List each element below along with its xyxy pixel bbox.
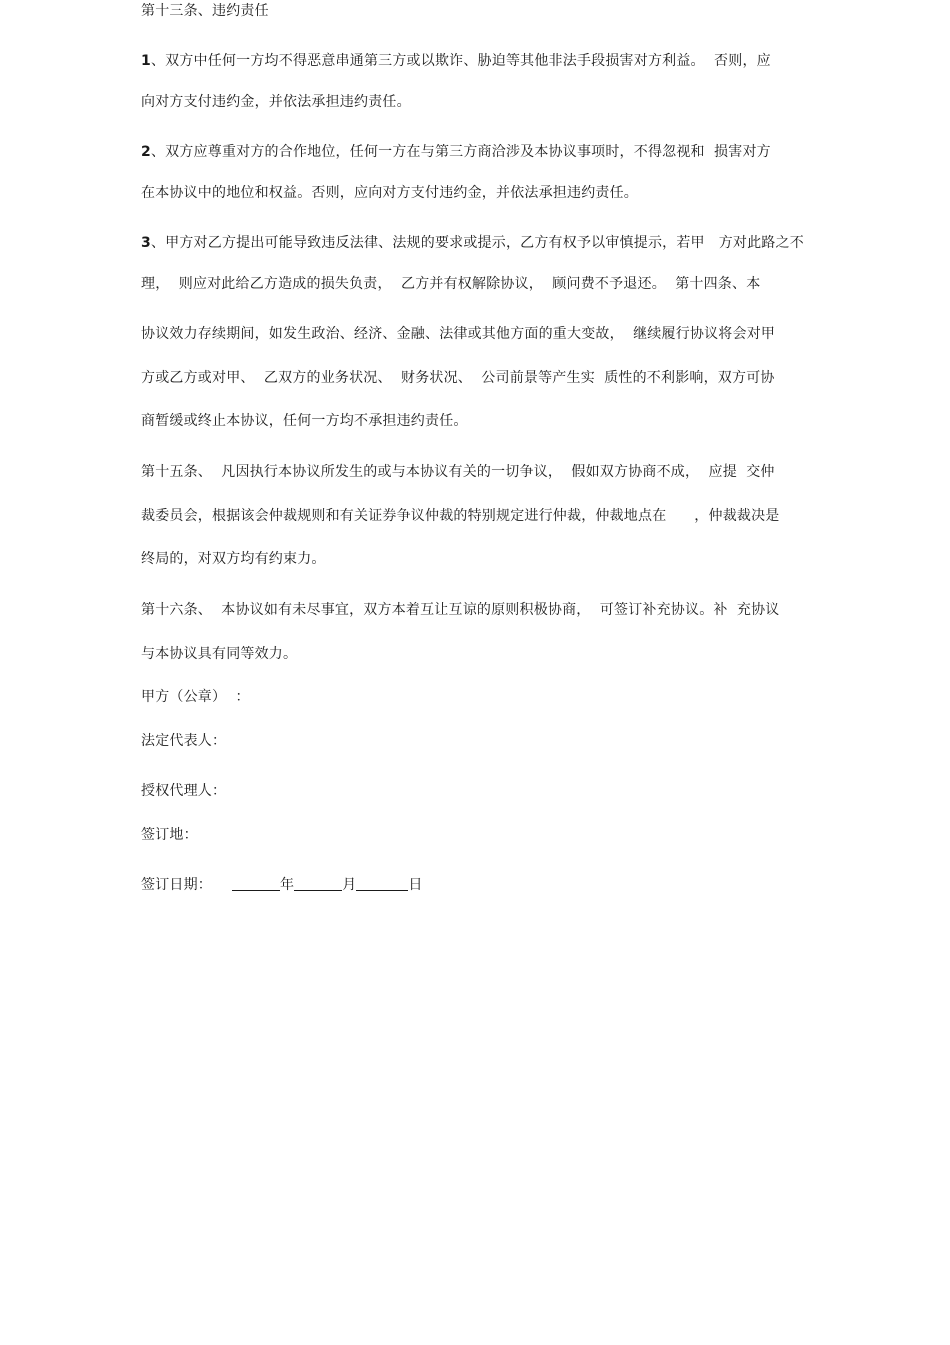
month-blank[interactable] [294, 876, 342, 891]
clause-2-number: 2 [141, 144, 151, 160]
article-13-heading: 第十三条、违约责任 [141, 3, 269, 19]
clause-1-text-1: 、双方中任何一方均不得恶意串通第三方或以欺诈、胁迫等其他非法手段损害对方利益。 否则，应 [150, 53, 771, 69]
article-16-line-2: 与本协议具有同等效力。 [141, 646, 298, 662]
legal-representative-label: 法定代表人： [141, 733, 227, 749]
clause-1-number: 1 [141, 53, 151, 69]
clause-3-line-2: 理， 则应对此给乙方造成的损失负责， 乙方并有权解除协议， 顾问费不予退还。 第十四条、本 [141, 276, 761, 292]
article-15-line-2: 裁委员会，根据该会仲裁规则和有关证券争议仲裁的特别规定进行仲裁，仲裁地点在 ，仲裁裁决是 [141, 508, 780, 524]
year-label: 年 [280, 877, 295, 893]
article-15-line-3: 终局的，对双方均有约束力。 [141, 551, 326, 567]
clause-3-text-1: 、甲方对乙方提出可能导致违反法律、法规的要求或提示，乙方有权予以审慎提示，若甲 方对此路之不 [150, 235, 804, 251]
article-14-line-2: 方或乙方或对甲、 乙双方的业务状况、 财务状况、 公司前景等产生实 质性的不利影响，双方可协 [141, 370, 775, 386]
day-label: 日 [408, 877, 423, 893]
clause-1-line-1 [141, 52, 771, 70]
article-14-line-1: 协议效力存续期间，如发生政治、经济、金融、法律或其他方面的重大变故， 继续履行协议将会对甲 [141, 326, 776, 342]
clause-2-line-1 [141, 143, 771, 161]
day-blank[interactable] [356, 876, 408, 891]
article-14-line-3: 商暂缓或终止本协议，任何一方均不承担违约责任。 [141, 413, 468, 429]
clause-3-number: 3 [141, 235, 151, 251]
clause-1-line-2: 向对方支付违约金，并依法承担违约责任。 [141, 94, 411, 110]
signing-date-label: 签订日期： [141, 877, 212, 893]
year-blank[interactable] [232, 876, 280, 891]
clause-3-line-1 [141, 234, 804, 252]
article-16-line-1: 第十六条、 本协议如有未尽事宜，双方本着互让互谅的原则积极协商， 可签订补充协议。补 充协议 [141, 602, 780, 618]
clause-2-text-1: 、双方应尊重对方的合作地位，任何一方在与第三方商洽涉及本协议事项时，不得忽视和 损害对方 [150, 144, 771, 160]
authorized-agent-label: 授权代理人： [141, 783, 227, 799]
clause-2-line-2: 在本协议中的地位和权益。否则，应向对方支付违约金，并依法承担违约责任。 [141, 185, 638, 201]
party-a-seal-label: 甲方（公章） ： [141, 689, 250, 705]
signing-place-label: 签订地： [141, 827, 198, 843]
signing-date-row [141, 876, 423, 894]
article-15-line-1: 第十五条、 凡因执行本协议所发生的或与本协议有关的一切争议， 假如双方协商不成， 应提 交仲 [141, 464, 775, 480]
month-label: 月 [342, 877, 357, 893]
